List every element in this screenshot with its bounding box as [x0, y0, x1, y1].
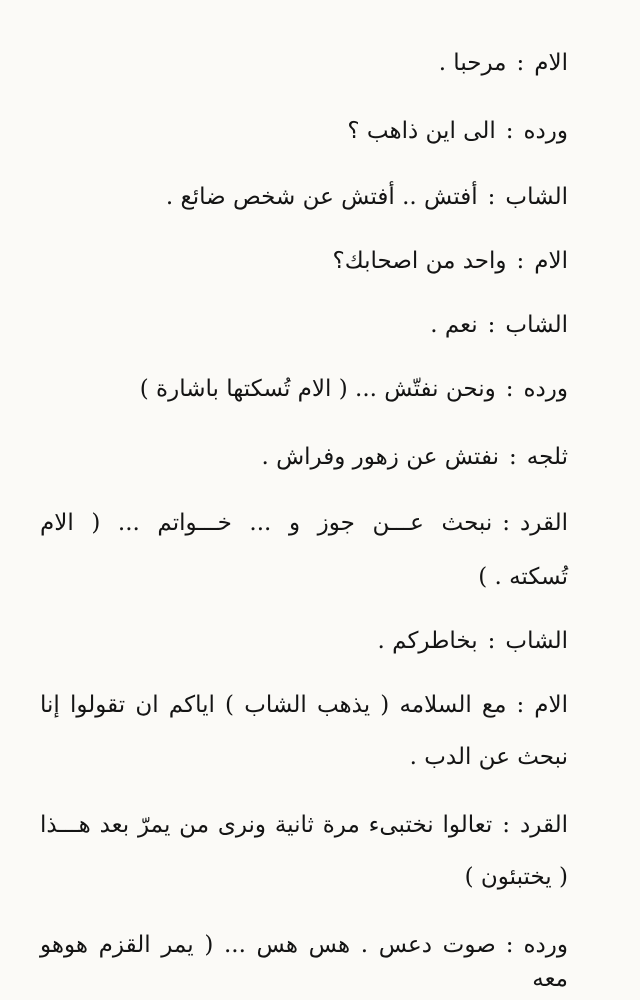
dialogue-line	[40, 440, 568, 474]
spoken-text: مرحبا .	[438, 50, 507, 76]
dialogue-line	[40, 808, 568, 842]
spoken-text: نبحث عن الدب .	[409, 744, 568, 770]
dialogue-line	[40, 46, 568, 80]
speaker-colon: :	[509, 444, 517, 470]
speaker-name: ورده	[523, 932, 568, 958]
speaker-colon: :	[487, 184, 496, 210]
speaker-name: ورده	[523, 118, 568, 144]
speaker-colon: :	[487, 628, 496, 654]
spoken-text: تعالوا نختبىء مرة ثانية ونرى من يمرّ بعد هـــذا	[40, 812, 493, 838]
dialogue-line	[40, 180, 568, 214]
spoken-text: نبحث عـــن جوز و ... خـــواتم ... ( الام	[40, 510, 493, 536]
spoken-text: الى اين ذاهب ؟	[347, 118, 496, 144]
speaker-name: الام	[534, 50, 568, 76]
speaker-colon: :	[516, 50, 525, 76]
spoken-text: نعم .	[430, 312, 478, 338]
dialogue-line	[40, 928, 568, 996]
dialogue-continuation	[40, 740, 568, 774]
speaker-name: ثلجه	[526, 444, 568, 470]
dialogue-line	[40, 372, 568, 406]
speaker-colon: :	[516, 248, 525, 274]
speaker-name: الام	[534, 692, 568, 718]
speaker-colon: :	[487, 312, 496, 338]
speaker-name: القرد	[520, 812, 568, 838]
dialogue-continuation	[40, 560, 568, 594]
dialogue-line	[40, 688, 568, 722]
spoken-text: نفتش عن زهور وفراش .	[261, 444, 500, 470]
dialogue-continuation	[40, 860, 568, 894]
speaker-name: القرد	[520, 510, 568, 536]
speaker-colon: :	[505, 118, 514, 144]
speaker-colon: :	[502, 812, 511, 838]
spoken-text: واحد من اصحابك؟	[332, 248, 507, 274]
spoken-text: ( يختبئون )	[464, 864, 568, 890]
dialogue-line	[40, 114, 568, 148]
speaker-colon: :	[505, 932, 514, 958]
speaker-name: الشاب	[505, 184, 568, 210]
spoken-text: ونحن نفتّش ... ( الام تُسكتها باشارة )	[139, 376, 496, 402]
dialogue-line	[40, 308, 568, 342]
speaker-name: الشاب	[505, 312, 568, 338]
speaker-name: الشاب	[505, 628, 568, 654]
speaker-name: ورده	[523, 376, 568, 402]
spoken-text: أفتش .. أفتش عن شخص ضائع .	[165, 184, 478, 210]
spoken-text: تُسكته . )	[478, 564, 568, 590]
spoken-text: بخاطركم .	[377, 628, 478, 654]
dialogue-line	[40, 506, 568, 540]
speaker-colon: :	[502, 510, 511, 536]
spoken-text: مع السلامه ( يذهب الشاب ) اياكم ان تقولوا إنا	[40, 692, 507, 718]
speaker-colon: :	[505, 376, 514, 402]
speaker-colon: :	[516, 692, 525, 718]
dialogue-line	[40, 244, 568, 278]
speaker-name: الام	[534, 248, 568, 274]
spoken-text: صوت دعس . هس هس ... ( يمر القزم هوهو معه	[40, 932, 568, 992]
dialogue-line	[40, 624, 568, 658]
